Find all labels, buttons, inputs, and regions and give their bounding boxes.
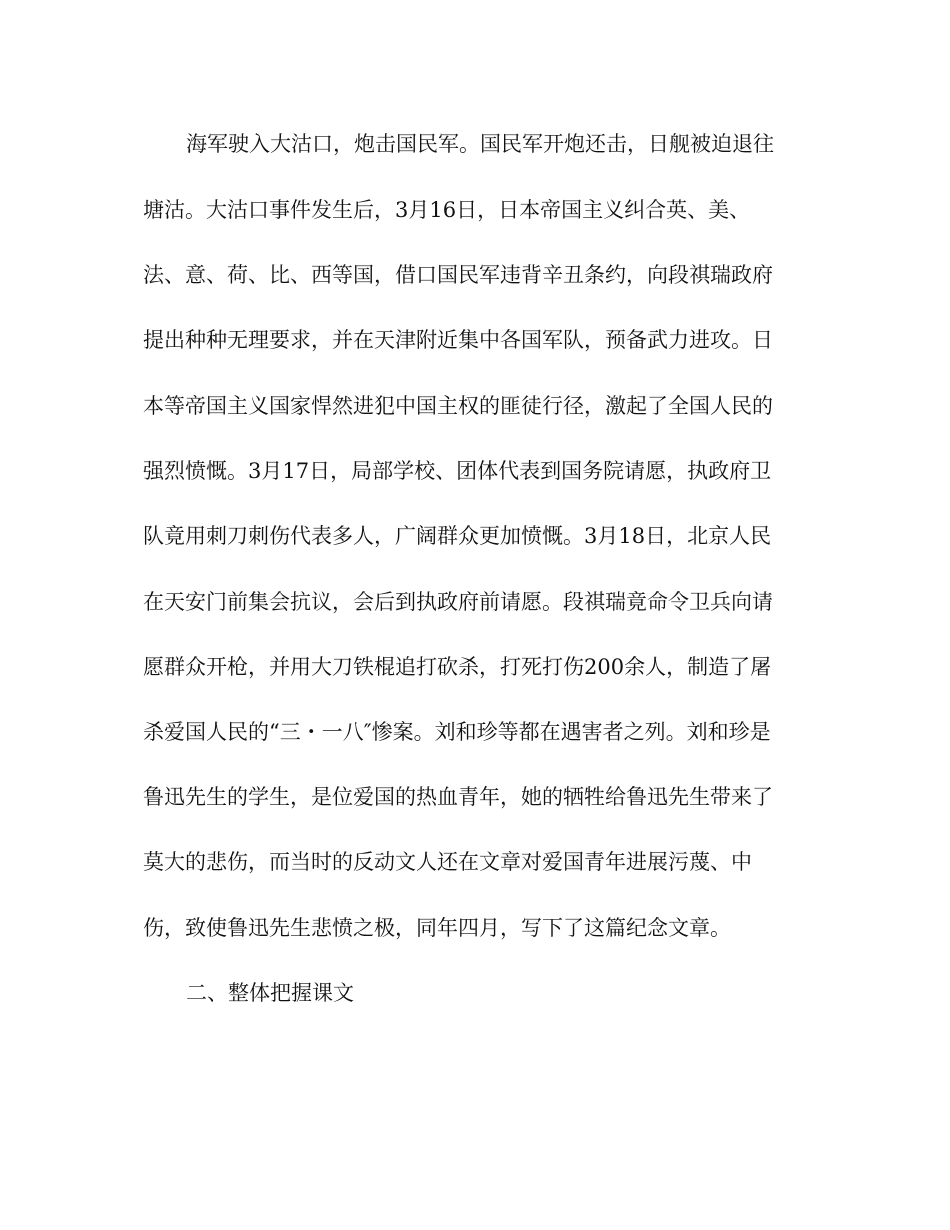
paragraph-line-7: 队竟用刺刀刺伤代表多人，广阔群众更加愤慨。3月18日，北京人民 — [143, 524, 772, 548]
paragraph-line-1: 海军驶入大沽口，炮击国民军。国民军开炮还击，日舰被迫退往 — [186, 132, 774, 156]
paragraph-line-9: 愿群众开枪，并用大刀铁棍追打砍杀，打死打伤200余人，制造了屠 — [143, 655, 772, 679]
section-heading: 二、整体把握课文 — [186, 981, 354, 1005]
paragraph-line-4: 提出种种无理要求，并在天津附近集中各国军队，预备武力进攻。日 — [143, 328, 773, 352]
paragraph-line-13: 伤，致使鲁迅先生悲愤之极，同年四月，写下了这篇纪念文章。 — [143, 916, 731, 940]
paragraph-line-3: 法、意、荷、比、西等国，借口国民军违背辛丑条约，向段祺瑞政府 — [143, 263, 773, 287]
paragraph-line-6: 强烈愤慨。3月17日，局部学校、团体代表到国务院请愿，执政府卫 — [143, 459, 772, 483]
paragraph-line-11: 鲁迅先生的学生，是位爱国的热血青年，她的牺牲给鲁迅先生带来了 — [143, 785, 773, 809]
paragraph-line-2: 塘沽。大沽口事件发生后，3月16日，日本帝国主义纠合英、美、 — [143, 198, 751, 222]
paragraph-line-5: 本等帝国主义国家悍然进犯中国主权的匪徒行径，激起了全国人民的 — [143, 394, 773, 418]
paragraph-line-10: 杀爱国人民的“三・一八″惨案。刘和珍等都在遇害者之列。刘和珍是 — [143, 720, 771, 744]
paragraph-line-12: 莫大的悲伤，而当时的反动文人还在文章对爱国青年进展污蔑、中 — [143, 850, 752, 874]
paragraph-line-8: 在天安门前集会抗议，会后到执政府前请愿。段祺瑞竟命令卫兵向请 — [143, 590, 773, 614]
